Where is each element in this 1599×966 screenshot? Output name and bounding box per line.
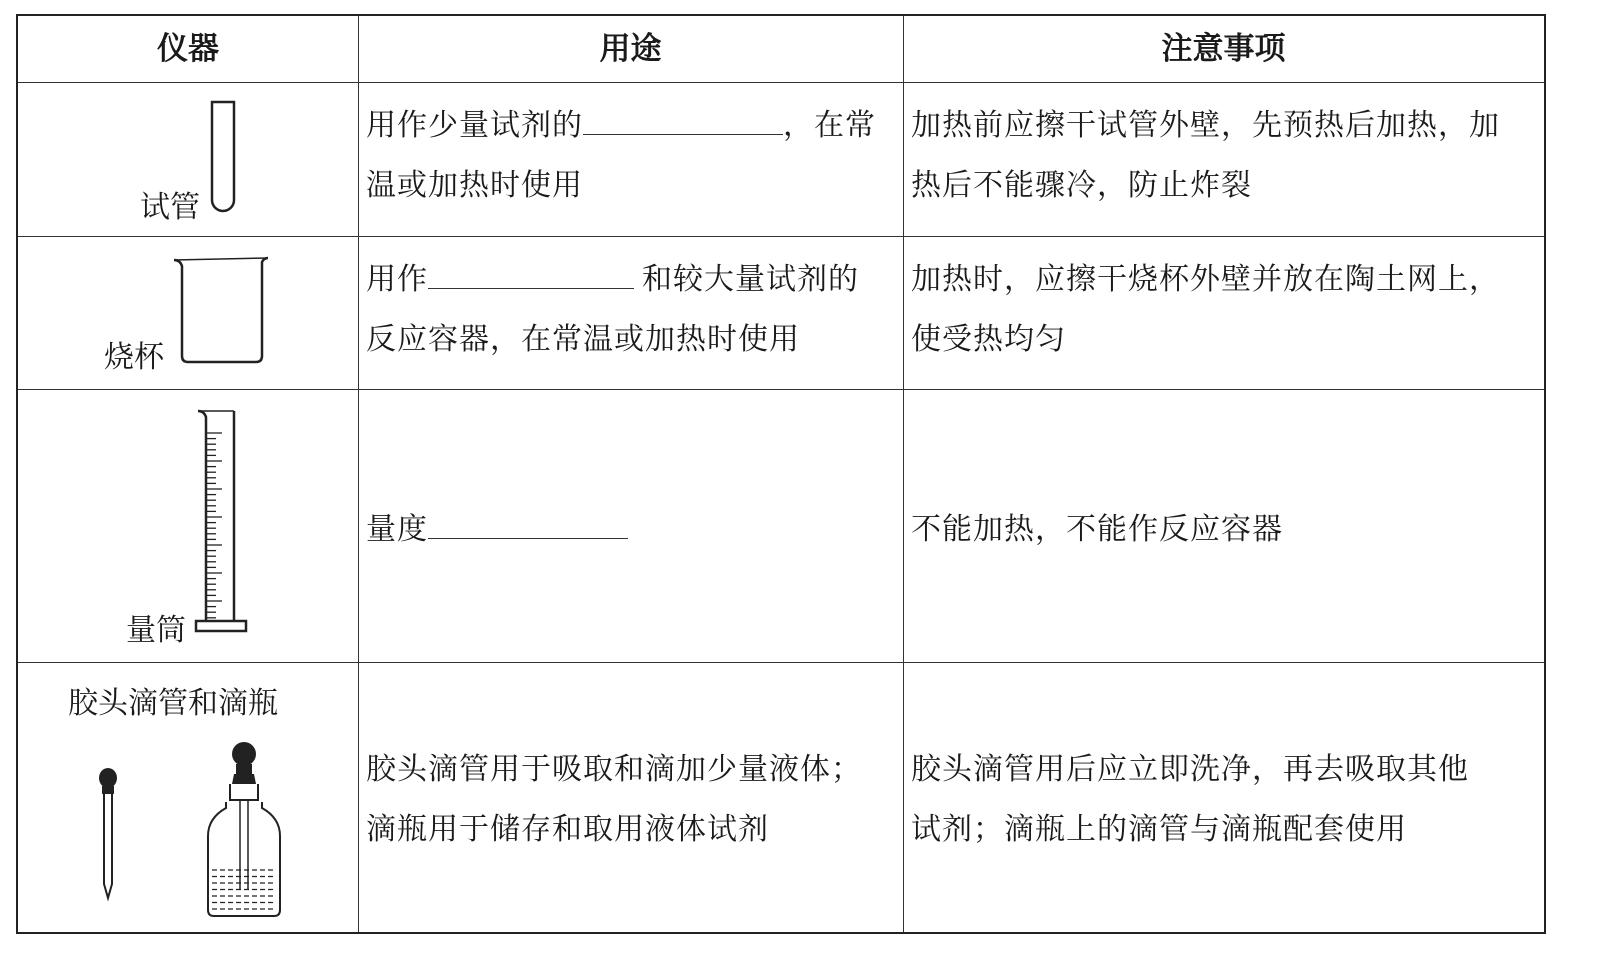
- usage-line: 温或加热时使用: [366, 168, 583, 203]
- instrument-label: 胶头滴管和滴瓶: [68, 686, 278, 721]
- beaker-icon: [172, 256, 272, 368]
- instrument-label: 量筒: [126, 613, 186, 648]
- notes-cell: [903, 250, 1544, 370]
- header-instrument: 仪器: [157, 31, 219, 67]
- instrument-cell-test-tube: [18, 82, 358, 236]
- instrument-label: 试管: [140, 190, 200, 225]
- test-tube-icon: [208, 100, 238, 218]
- usage-text: 用作少量试剂的: [366, 108, 583, 143]
- instrument-cell-cylinder: [18, 389, 358, 662]
- dropping-bottle-icon: [204, 740, 284, 920]
- notes-line: 加热前应擦干试管外壁，先预热后加热，加: [911, 108, 1500, 143]
- instrument-table: [16, 14, 1546, 934]
- notes-line: 胶头滴管用后应立即洗净，再去吸取其他: [911, 752, 1469, 787]
- instrument-label: 烧杯: [104, 340, 164, 375]
- notes-line: 试剂；滴瓶上的滴管与滴瓶配套使用: [911, 812, 1407, 847]
- usage-cell: [358, 500, 903, 560]
- notes-line: 不能加热，不能作反应容器: [911, 512, 1283, 547]
- usage-line: 反应容器，在常温或加热时使用: [366, 322, 800, 357]
- notes-line: 使受热均匀: [911, 322, 1066, 357]
- usage-line: 滴瓶用于储存和取用液体试剂: [366, 812, 769, 847]
- usage-text: ，在常: [783, 108, 876, 143]
- usage-text: 量度: [366, 512, 428, 547]
- notes-cell: [903, 500, 1544, 560]
- usage-cell: [358, 740, 903, 860]
- header-notes: 注意事项: [1161, 31, 1286, 67]
- instrument-cell-dropper: [18, 662, 358, 934]
- usage-line: 胶头滴管用于吸取和滴加少量液体；: [366, 752, 862, 787]
- notes-cell: [903, 740, 1544, 860]
- notes-line: 热后不能骤冷，防止炸裂: [911, 168, 1252, 203]
- dropper-icon: [96, 766, 120, 902]
- fill-in-blank[interactable]: [428, 262, 634, 289]
- fill-in-blank[interactable]: [428, 512, 628, 539]
- header-usage: 用途: [599, 31, 662, 67]
- usage-line: [366, 500, 895, 560]
- notes-cell: [903, 96, 1544, 216]
- instrument-cell-beaker: [18, 236, 358, 389]
- usage-text: 用作: [366, 262, 428, 297]
- fill-in-blank[interactable]: [583, 108, 783, 135]
- notes-line: 加热时，应擦干烧杯外壁并放在陶土网上，: [911, 262, 1500, 297]
- usage-line: [366, 96, 895, 156]
- usage-cell: [358, 96, 903, 216]
- usage-cell: [358, 250, 903, 370]
- graduated-cylinder-icon: [194, 409, 250, 641]
- usage-line: [366, 250, 895, 310]
- usage-text: 和较大量试剂的: [642, 262, 859, 297]
